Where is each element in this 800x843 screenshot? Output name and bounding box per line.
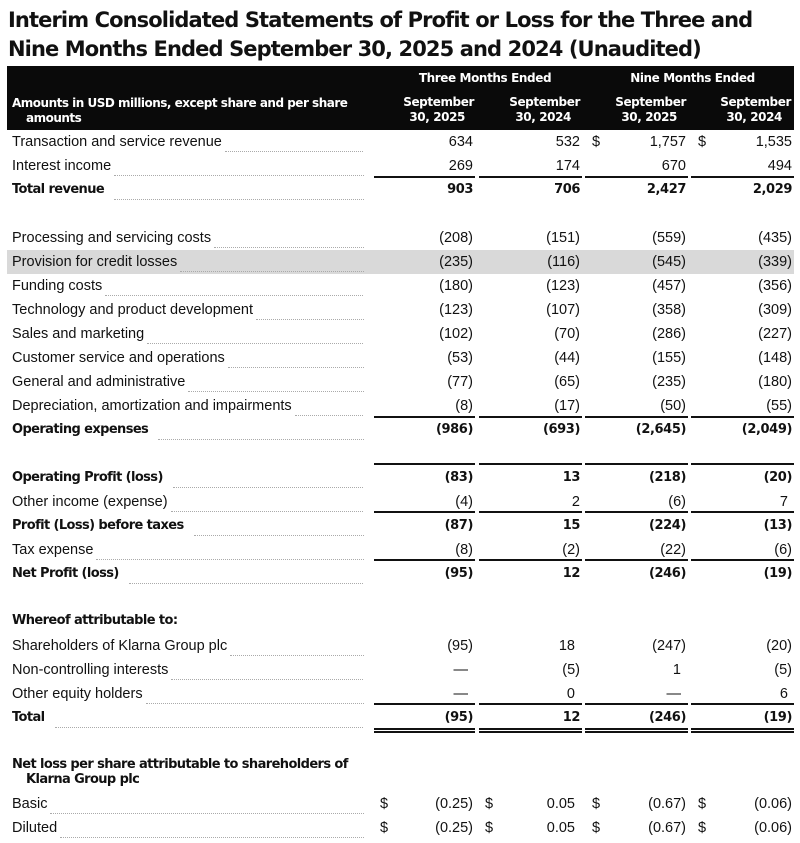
table-row-other-income: Other income (expense) (4) 2 (6) 7 [12, 494, 788, 510]
table-row-shareholders: Shareholders of Klarna Group plc (95) 18 (247) (20) [12, 638, 792, 654]
table-row-depreciation: Depreciation, amortization and impairments (8) (17) (50) (55) [12, 398, 792, 414]
subtotal-rule [691, 511, 794, 513]
table-row-basic-eps: Basic $ (0.25) $ 0.05 $ (0.67) $ (0.06) [12, 796, 792, 812]
subtotal-rule [374, 703, 475, 705]
subtotal-rule [479, 703, 582, 705]
currency-symbol: $ [592, 820, 601, 836]
section-heading-eps: Net loss per share attributable to shareholders of Klarna Group plc [12, 757, 348, 787]
table-row-total-revenue: Total revenue 903 706 2,427 2,029 [7, 178, 794, 202]
subtotal-rule [374, 511, 475, 513]
currency-symbol: $ [485, 820, 494, 836]
subtotal-rule [479, 463, 582, 465]
subtotal-rule [585, 463, 688, 465]
amounts-note: Amounts in USD millions, except share and per share amounts [12, 96, 348, 125]
table-row-credit-losses: Provision for credit losses (235) (116) (545) (339) [7, 250, 794, 274]
table-row-profit-before-taxes: Profit (Loss) before taxes (87) 15 (224) (13) [7, 514, 794, 538]
subtotal-rule [479, 559, 582, 561]
subtotal-rule [691, 463, 794, 465]
subtotal-rule [374, 559, 475, 561]
currency-symbol: $ [592, 134, 601, 150]
column-header-9m-2024: September 30, 2024 [720, 95, 791, 124]
currency-symbol: $ [485, 796, 494, 812]
total-double-rule [691, 728, 794, 733]
currency-symbol: $ [380, 796, 389, 812]
table-row-customer-service: Customer service and operations (53) (44) (155) (148) [12, 350, 792, 366]
table-row-general-admin: General and administrative (77) (65) (235) (180) [12, 374, 792, 390]
table-row-operating-expenses: Operating expenses (986) (693) (2,645) (2,049) [7, 418, 794, 442]
column-header-q3-2024: September 30, 2024 [509, 95, 580, 124]
table-row-sales-marketing: Sales and marketing (102) (70) (286) (227) [12, 326, 792, 342]
table-row-funding-costs: Funding costs (180) (123) (457) (356) [12, 278, 792, 294]
currency-symbol: $ [380, 820, 389, 836]
table-row-tax-expense: Tax expense (8) (2) (22) (6) [12, 542, 792, 558]
total-double-rule [374, 728, 475, 733]
subtotal-rule [585, 703, 688, 705]
currency-symbol: $ [592, 796, 601, 812]
table-row-operating-profit: Operating Profit (loss) (83) 13 (218) (20) [7, 466, 794, 490]
subtotal-rule [585, 559, 688, 561]
group-header-three-months: Three Months Ended [418, 71, 552, 85]
subtotal-rule [691, 703, 794, 705]
table-row-net-profit: Net Profit (loss) (95) 12 (246) (19) [7, 562, 794, 586]
currency-symbol: $ [698, 796, 707, 812]
subtotal-rule [691, 559, 794, 561]
currency-symbol: $ [698, 820, 707, 836]
subtotal-rule [479, 511, 582, 513]
column-header-q3-2025: September 30, 2025 [403, 95, 474, 124]
table-row-other-equity: Other equity holders — 0 — 6 [12, 686, 788, 702]
total-double-rule [479, 728, 582, 733]
table-row-interest-income: Interest income 269 174 670 494 [12, 158, 792, 174]
section-heading-attributable: Whereof attributable to: [12, 613, 178, 628]
subtotal-rule [374, 463, 475, 465]
column-header-9m-2025: September 30, 2025 [615, 95, 686, 124]
table-row-diluted-eps: Diluted $ (0.25) $ 0.05 $ (0.67) $ (0.06) [12, 820, 792, 836]
table-row-processing-costs: Processing and servicing costs (208) (151) (559) (435) [12, 230, 792, 246]
table-row-tech-dev: Technology and product development (123) (107) (358) (309) [12, 302, 792, 318]
group-header-nine-months: Nine Months Ended [630, 71, 755, 85]
currency-symbol: $ [698, 134, 707, 150]
page-title: Interim Consolidated Statements of Profit or Loss for the Three and Nine Months Ended September 30, 2025 and 2024 (Unaudited) [8, 8, 753, 61]
table-row-total: Total (95) 12 (246) (19) [7, 706, 794, 730]
total-double-rule [585, 728, 688, 733]
table-row-non-controlling: Non-controlling interests — (5) 1 (5) [12, 662, 792, 678]
table-row-transaction-revenue: Transaction and service revenue 634 532 $ 1,757 $ 1,535 [12, 134, 792, 150]
subtotal-rule [585, 511, 688, 513]
table-header [7, 66, 794, 130]
